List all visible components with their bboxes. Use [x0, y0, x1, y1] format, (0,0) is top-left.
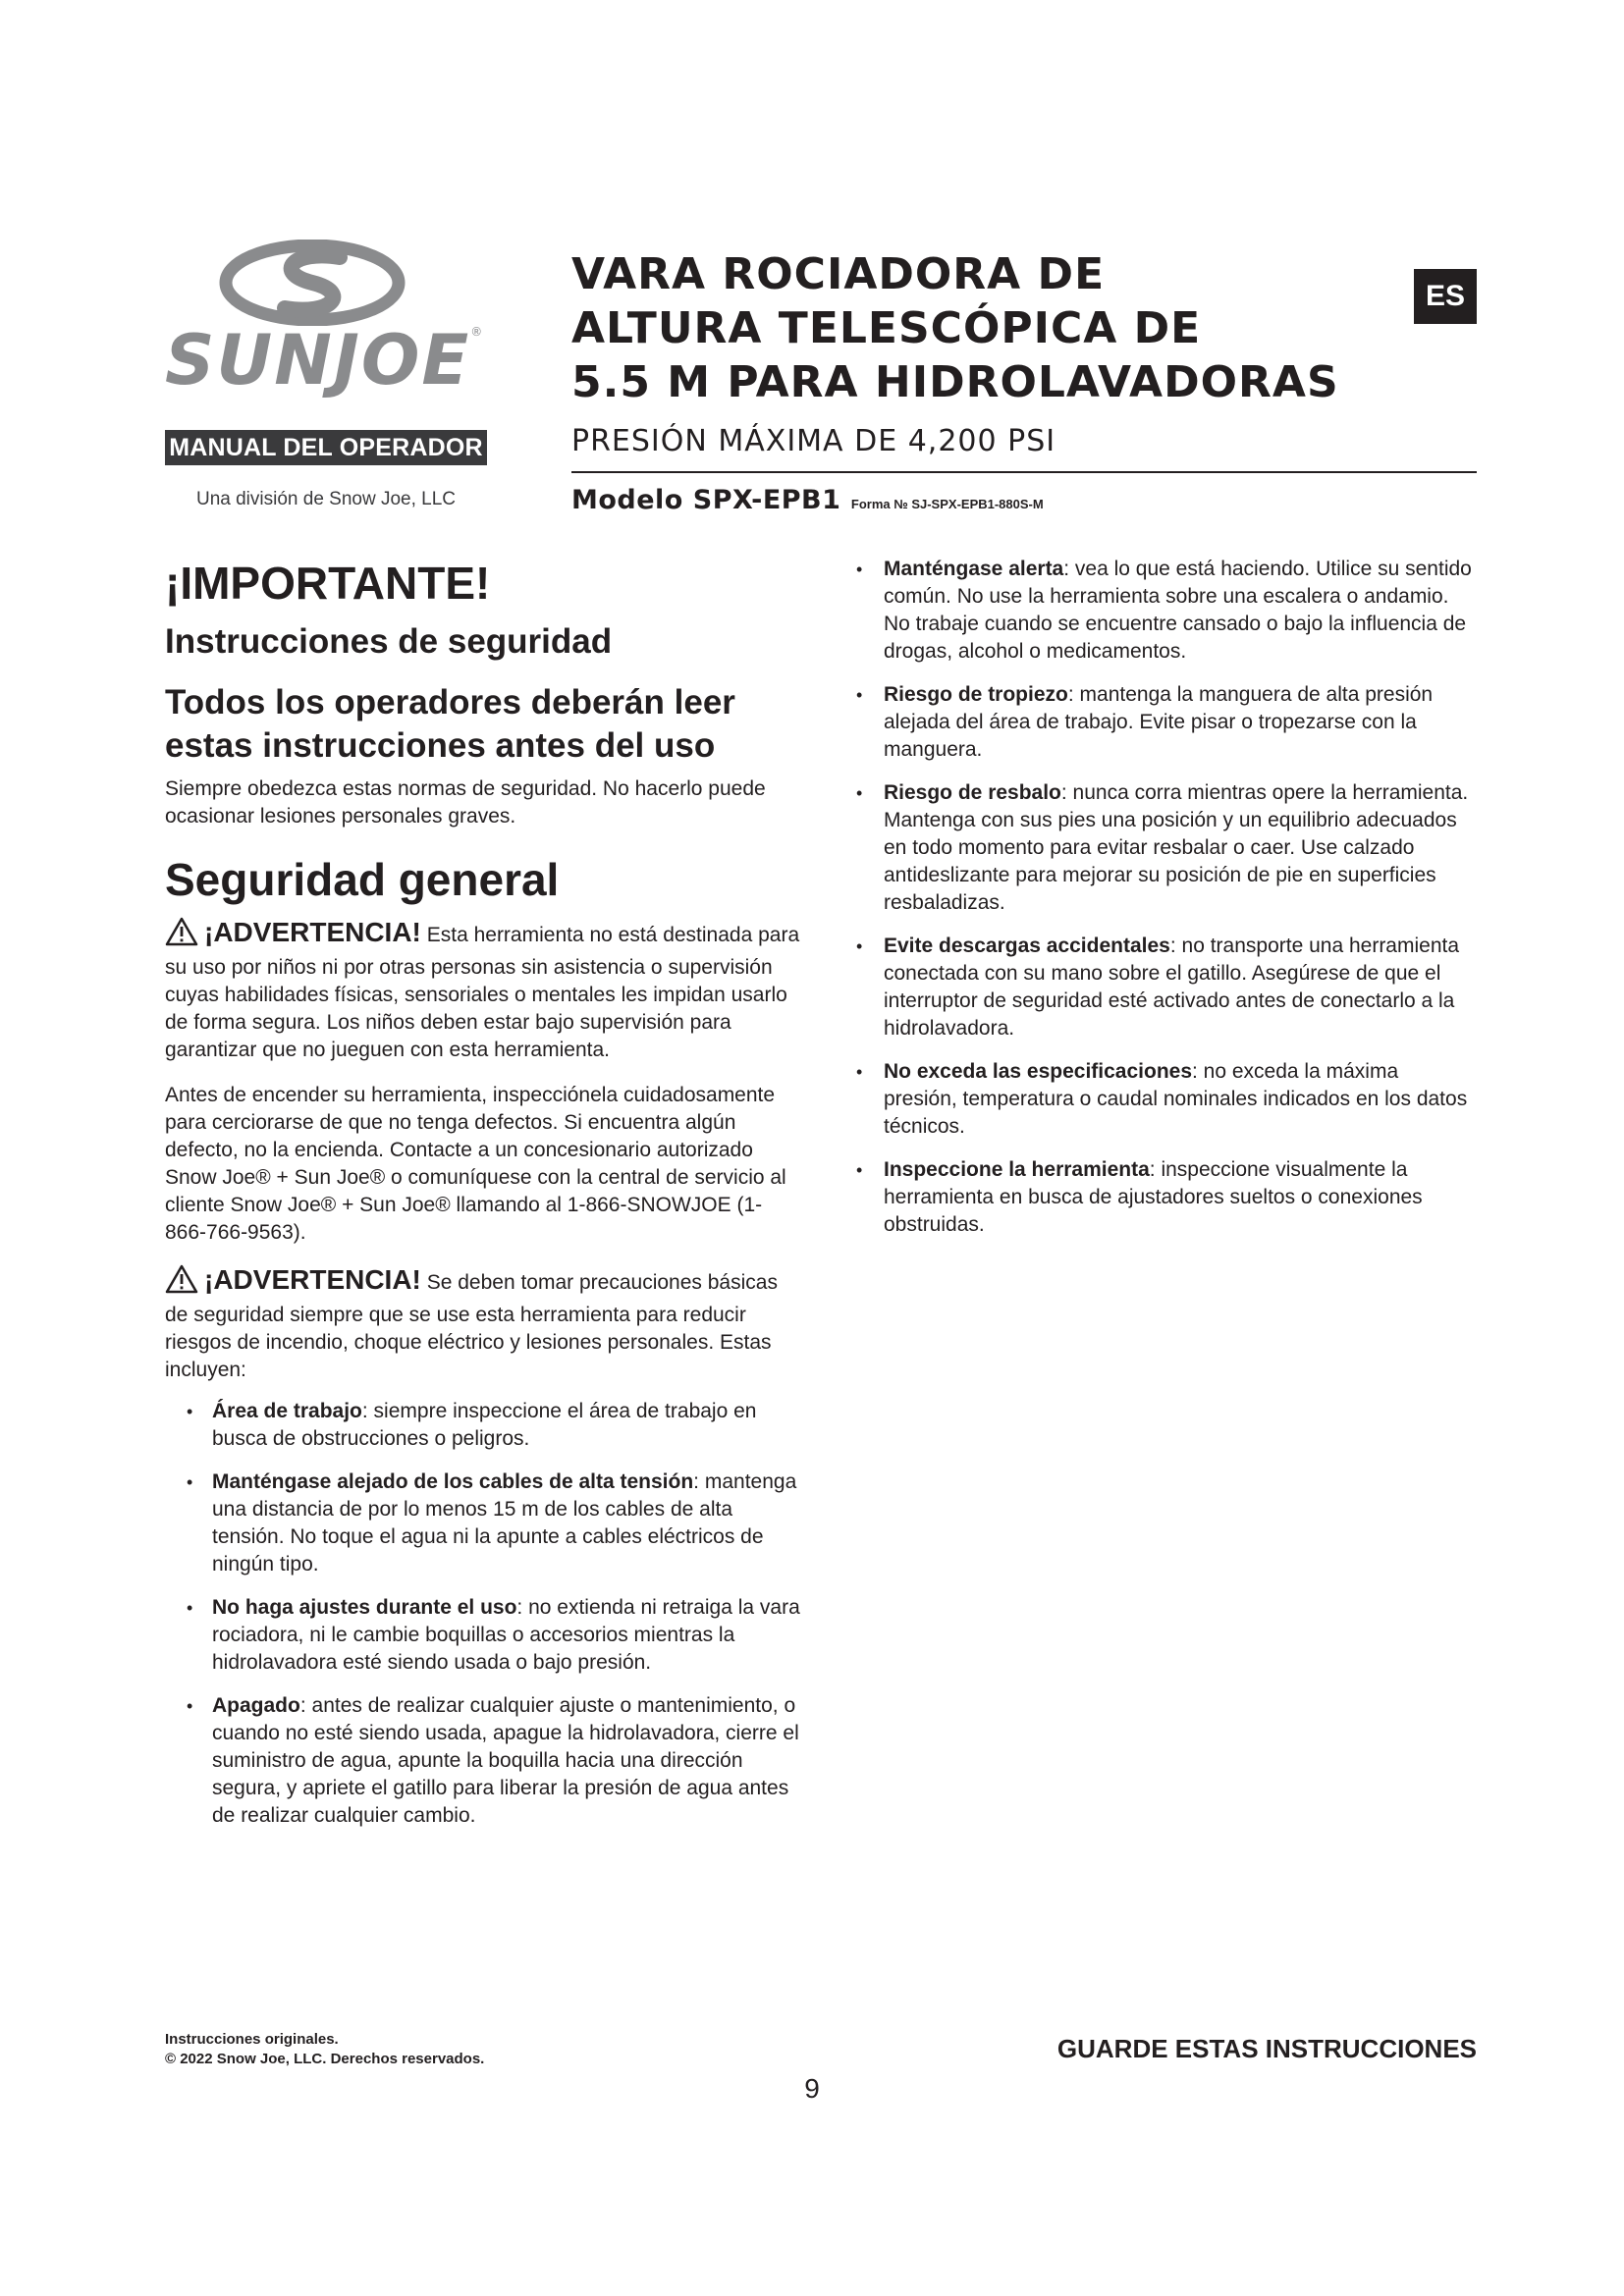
- warning-label-1: ¡ADVERTENCIA!: [204, 917, 421, 947]
- inspection-paragraph: Antes de encender su herramienta, inspecciónela cuidadosamente para cerciorarse de que no tenga defectos. Si encuentra algún defecto, no la encienda. Contacte a un concesionario autorizado Snow Joe® + Sun Joe® o comuníquese con la central de servicio al cliente Snow Joe® + Sun Joe® llamando al 1-866-SNOWJOE (1-866-766-9563).: [165, 1084, 786, 1244]
- right-bullet-list: [852, 556, 1477, 1239]
- list-item: • Riesgo de tropiezo: mantenga la manguera de alta presión alejada del área de trabajo. Evite pisar o tropezarse con la manguera.: [852, 681, 1477, 764]
- list-item: • Inspeccione la herramienta: inspeccione visualmente la herramienta en busca de ajustadores sueltos o conexiones obstruidas.: [852, 1156, 1477, 1239]
- form-number: Forma № SJ-SPX-EPB1-880S-M: [850, 497, 1044, 511]
- title-line-3: 5.5 M PARA HIDROLAVADORAS: [571, 357, 1339, 407]
- page-number: 9: [804, 2073, 820, 2104]
- list-item: • Apagado: antes de realizar cualquier ajuste o mantenimiento, o cuando no esté siendo usada, apague la hidrolavadora, cierre el suministro de agua, apunte la boquilla hacia una dirección segura, y apriete el gatillo para liberar la presión de agua antes de realizar cualquier cambio.: [165, 1692, 803, 1830]
- product-title: [571, 247, 1435, 409]
- header-rule: [571, 471, 1477, 473]
- list-item: • Riesgo de resbalo: nunca corra mientras opere la herramienta. Mantenga con sus pies una posición y un equilibrio adecuados en todo momento para evitar resbalar o caer. Use calzado antideslizante para mejorar su posición de pie en superficies resbaladizas.: [852, 779, 1477, 917]
- left-column: [165, 556, 803, 1845]
- save-instructions: GUARDE ESTAS INSTRUCCIONES: [1056, 2034, 1477, 2063]
- language-badge: ES: [1414, 269, 1477, 324]
- intro-paragraph: Siempre obedezca estas normas de seguridad. No hacerlo puede ocasionar lesiones personales graves.: [165, 777, 766, 828]
- warning-label-2: ¡ADVERTENCIA!: [204, 1264, 421, 1295]
- warning-triangle-icon: [165, 917, 198, 954]
- list-item: • No exceda las especificaciones: no exceda la máxima presión, temperatura o caudal nominales indicados en los datos técnicos.: [852, 1058, 1477, 1141]
- warning-triangle-icon: [165, 1264, 198, 1302]
- sunjoe-logo: [165, 240, 485, 400]
- warning-paragraph-2: [165, 1264, 803, 1384]
- model-number: Modelo SPX-EPB1: [571, 485, 841, 515]
- list-item: • Manténgase alejado de los cables de alta tensión: mantenga una distancia de por lo menos 15 m de los cables de alta tensión. No toque el agua ni la apunte a cables eléctricos de ningún tipo.: [165, 1468, 803, 1578]
- division-text: Una división de Snow Joe, LLC: [195, 489, 457, 509]
- list-item: • Evite descargas accidentales: no transporte una herramienta conectada con su mano sobre el gatillo. Asegúrese de que el interruptor de seguridad esté activado antes de conectarlo a la hidrolavadora.: [852, 933, 1477, 1042]
- manual-label: MANUAL DEL OPERADOR: [165, 430, 487, 465]
- warning-paragraph-1: [165, 917, 803, 1064]
- footer-notes: [165, 2030, 484, 2069]
- title-line-2: ALTURA TELESCÓPICA DE: [571, 303, 1202, 353]
- list-item: • Manténgase alerta: vea lo que está haciendo. Utilice su sentido común. No use la herramienta sobre una escalera o andamio. No trabaje cuando se encuentre cansado o bajo la influencia de drogas, alcohol o medicamentos.: [852, 556, 1477, 666]
- original-instructions: Instrucciones originales.: [165, 2031, 339, 2048]
- logo-wordmark: SUNJOE®: [165, 320, 485, 400]
- warning-text-2: Se deben tomar precauciones básicas de seguridad siempre que se use esta herramienta para reducir riesgos de incendio, choque eléctrico y lesiones personales. Estas incluyen:: [165, 1271, 778, 1381]
- important-heading: ¡IMPORTANTE!: [165, 558, 491, 609]
- pressure-subtitle: PRESIÓN MÁXIMA DE 4,200 PSI: [571, 424, 1056, 458]
- list-item: • No haga ajustes durante el uso: no extienda ni retraiga la vara rociadora, ni le cambie boquillas o accesorios mientras la hidrolavadora esté siendo usada o bajo presión.: [165, 1594, 803, 1677]
- sunjoe-logo-mark: [165, 240, 479, 326]
- title-line-1: VARA ROCIADORA DE: [571, 249, 1106, 299]
- operators-heading: Todos los operadores deberán leer estas instrucciones antes del uso: [165, 683, 735, 765]
- warning-text-1: Esta herramienta no está destinada para su uso por niños ni por otras personas sin asistencia o supervisión cuyas habilidades físicas, sensoriales o mentales les impidan usarlo de forma segura. Los niños deben estar bajo supervisión para garantizar que no jueguen con esta herramienta.: [165, 924, 800, 1061]
- model-line: [571, 485, 1044, 515]
- general-safety-heading: Seguridad general: [165, 854, 560, 905]
- left-bullet-list: [165, 1398, 803, 1830]
- right-column: [852, 556, 1477, 1255]
- list-item: • Área de trabajo: siempre inspeccione el área de trabajo en busca de obstrucciones o peligros.: [165, 1398, 803, 1453]
- copyright: © 2022 Snow Joe, LLC. Derechos reservados.: [165, 2051, 485, 2067]
- safety-heading: Instrucciones de seguridad: [165, 622, 613, 661]
